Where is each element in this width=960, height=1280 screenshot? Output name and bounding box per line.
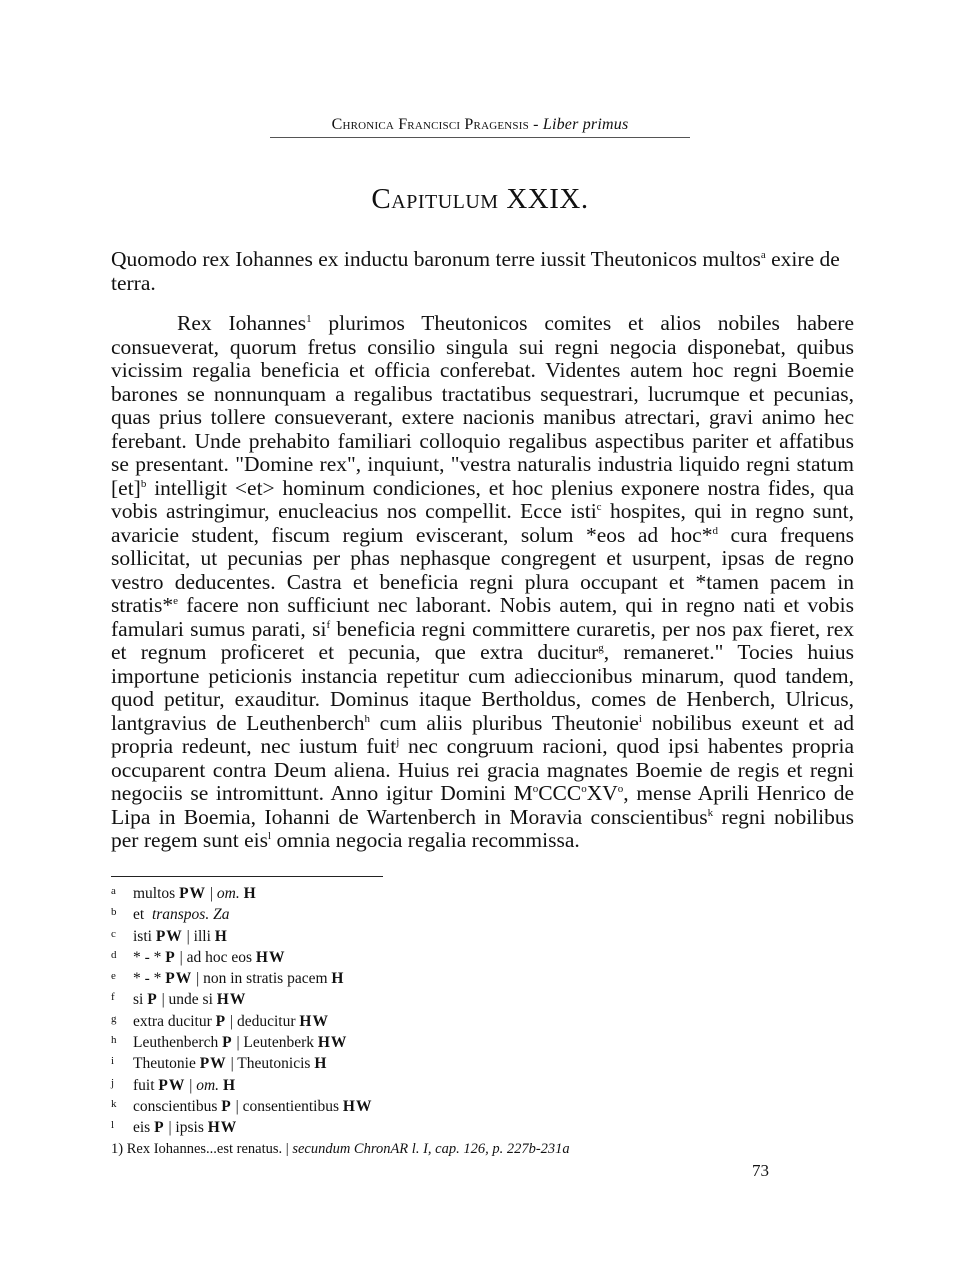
footnote-mark: l xyxy=(111,1119,115,1132)
footnote-item xyxy=(111,903,871,924)
note-marker: h xyxy=(364,712,370,725)
footnote-sigla: PW xyxy=(199,1055,227,1073)
body-text-segment: beneficia regni committere curaretis, per nos pax fieret, rex et regnum proficeret et pecunia, que extra ducitur xyxy=(111,616,854,664)
footnote-mark: c xyxy=(111,927,116,940)
running-head-separator: - xyxy=(528,116,543,133)
body-text-segment: plurimos Theutonicos comites et alios nobiles habere consueverat, quorum fretus consilio singula sui regni negocia disponebat, quibus vicissim regalia beneficia et officia conferebat. Videntes autem hoc regni Boemie barones se nonnunquam a regalibus tractatibus sequestrari, lucrumque et pecunias, quas prius tollere consueverant, extere nacionis manibus atrectari, gravi animo hec ferebant. Unde prehabito familiari colloquio regalibus aspectibus pariter et affatibus se presentant. "Domine rex", inquiunt, "vestra naturalis industria liquido regni statum [et] xyxy=(111,311,854,500)
footnote-variant: transpos. Za xyxy=(151,906,230,924)
footnote-reading: eis xyxy=(133,1119,151,1137)
body-text-segment: Rex Iohannes xyxy=(177,311,307,335)
footnote-reading: isti xyxy=(133,927,152,945)
footnote-sigla: PW xyxy=(165,970,193,988)
running-head-title: Chronica Francisci Pragensis xyxy=(331,116,529,133)
running-head-book: Liber primus xyxy=(542,116,629,133)
note-marker: 1 xyxy=(306,312,312,325)
footnote-sigla-alt: HW xyxy=(342,1097,373,1115)
note-marker: k xyxy=(707,806,714,819)
footnote-variant: unde si xyxy=(168,991,213,1009)
footnote-item xyxy=(111,967,871,988)
body-text-segment: nobilibus exeunt et ad propria redeunt, nec iustum fuit xyxy=(111,710,855,758)
footnote-reading: Leuthenberch xyxy=(133,1034,219,1052)
footnote-item xyxy=(111,1052,871,1073)
footnote-rule xyxy=(111,876,383,877)
footnote-sigla: P xyxy=(215,1012,227,1030)
footnote-variant: deducitur xyxy=(236,1012,296,1030)
body-text-segment: , mense Aprili Henrico de Lipa in Boemia, Iohanni de Wartenberch in Moravia conscientibus xyxy=(111,781,854,829)
footnote-separator: | xyxy=(226,1012,237,1030)
footnote-reading: et xyxy=(133,906,145,924)
footnote-mark: h xyxy=(111,1034,117,1047)
footnote-item xyxy=(111,946,871,967)
note-marker: d xyxy=(712,524,718,537)
note-marker: e xyxy=(173,594,178,607)
ordinal-marker: o xyxy=(617,782,624,795)
footnote-mark: g xyxy=(111,1012,117,1025)
footnote-sigla-alt: H xyxy=(314,1055,328,1073)
footnote-item xyxy=(111,988,871,1009)
chapter-heading: Capitulum XXIX. xyxy=(371,183,589,215)
footnote-sigla-alt: HW xyxy=(207,1119,238,1137)
footnote-variant: ad hoc eos xyxy=(186,948,253,966)
footnote-variant: consentientibus xyxy=(242,1097,340,1115)
footnote-variant: Theutonicis xyxy=(237,1055,311,1073)
body-text-segment: XV xyxy=(586,781,618,805)
footnote-sigla-alt: HW xyxy=(299,1012,329,1030)
chapter-title xyxy=(111,247,851,295)
apparatus-list xyxy=(111,882,871,1138)
footnote-sigla-alt: H xyxy=(331,970,345,988)
footnote-sigla: P xyxy=(165,948,176,966)
footnote-reading: extra ducitur xyxy=(133,1012,212,1030)
footnote-item xyxy=(111,1010,871,1031)
footnote-mark: i xyxy=(111,1055,115,1068)
footnote-reading: Theutonie xyxy=(133,1055,196,1073)
footnote-separator: | xyxy=(175,948,187,966)
footnote-item xyxy=(111,1116,871,1137)
footnote-sigla-alt: H xyxy=(243,885,257,902)
footnote-separator: | xyxy=(185,1076,197,1094)
page-number: 73 xyxy=(752,1161,769,1180)
note-marker: c xyxy=(596,500,602,513)
running-head xyxy=(270,116,690,134)
body-text-segment: cura frequens sollicitat, ut pecunias per phas nephasque congregent et usurpent, ipsas de regno vestro deducentes. Castra et beneficia regni plura occupant et *tamen pacem in stratis* xyxy=(111,522,854,617)
footnote-sigla: P xyxy=(221,1097,232,1115)
chapter-title-text: Quomodo rex Iohannes ex inductu baronum terre iussit Theutonicos multos xyxy=(111,247,761,271)
note-marker: a xyxy=(760,248,766,261)
note-marker: i xyxy=(638,712,642,725)
footnote-mark: k xyxy=(111,1097,117,1110)
footnote-mark: d xyxy=(111,948,117,961)
footnote-separator: | xyxy=(231,1097,243,1115)
footnote-separator: | xyxy=(226,1055,238,1073)
footnote-sigla: PW xyxy=(179,885,207,902)
footnote-reading: * - * xyxy=(133,970,162,988)
footnote-separator: | xyxy=(164,1119,176,1137)
footnote-separator: | xyxy=(206,885,217,902)
footnote-item xyxy=(111,1095,871,1116)
footnote-mark: j xyxy=(111,1076,115,1089)
footnote-sigla: PW xyxy=(158,1076,186,1094)
footnote-mark: e xyxy=(111,970,116,983)
footnote-reading: multos xyxy=(133,885,176,902)
footnote-sigla: P xyxy=(222,1034,233,1052)
footnotes xyxy=(111,882,871,1158)
note-marker: f xyxy=(326,618,331,631)
footnote-reading: conscientibus xyxy=(133,1097,218,1115)
body-text-segment: hospites, qui in regno sunt, avaricie student, fiscum regium eviscerant, solum *eos ad hoc* xyxy=(111,499,854,547)
footnote-sigla-alt: H xyxy=(222,1076,236,1094)
footnote-sigla-alt: HW xyxy=(255,948,286,966)
footnote-mark: b xyxy=(111,906,117,919)
footnote-variant: ipsis xyxy=(175,1119,204,1137)
footnote-reading: si xyxy=(133,991,144,1009)
body-text-segment: CCC xyxy=(538,781,582,805)
body-paragraph xyxy=(111,312,854,853)
footnote-separator: | xyxy=(182,927,194,945)
footnote-sigla-alt: H xyxy=(214,927,228,945)
body-text-segment: intelligit <et> hominum condiciones, et hoc plenius exponere nostra fides, qua vobis astringimur, enucleacius nos compellit. Ecce isti xyxy=(111,475,854,523)
note-marker: g xyxy=(598,641,604,654)
source-note xyxy=(111,1140,871,1158)
footnote-variant: illi xyxy=(193,927,211,945)
chapter-title-text-end: exire de terra. xyxy=(111,247,840,295)
footnote-separator: | xyxy=(232,1034,244,1052)
footnote-reading: fuit xyxy=(133,1076,155,1094)
source-note-number: 1) xyxy=(111,1140,124,1157)
footnote-sigla-alt: HW xyxy=(317,1034,348,1052)
footnote-reading: * - * xyxy=(133,948,162,966)
footnote-item xyxy=(111,925,871,946)
note-marker: l xyxy=(268,829,272,842)
ordinal-marker: o xyxy=(532,782,539,795)
footnote-sigla: P xyxy=(154,1119,165,1137)
footnote-mark: f xyxy=(111,991,115,1004)
footnote-separator: | xyxy=(157,991,169,1009)
body-text-segment: regni nobilibus per regem sunt eis xyxy=(111,804,854,852)
note-marker: b xyxy=(140,477,147,490)
footnote-variant: non in stratis pacem xyxy=(203,970,328,988)
footnote-mark: a xyxy=(111,885,116,897)
footnote-item xyxy=(111,1074,871,1095)
body-text-segment: nec congruum racioni, quod ipsi habentes propria occuparent contra Deum aliena. Huius rei gracia magnates Boemie de regis et regni negociis se intromittunt. Anno igitur Domini M xyxy=(111,734,854,805)
footnote-item xyxy=(111,882,871,903)
footnote-sigla-alt: HW xyxy=(216,991,247,1009)
body-text-segment: omnia negocia regalia recommissa. xyxy=(271,828,580,852)
footnote-sigla: P xyxy=(147,991,158,1009)
note-marker: j xyxy=(396,735,400,748)
source-note-separator: | xyxy=(282,1140,293,1157)
footnote-variant: Leutenberk xyxy=(243,1034,314,1052)
footnote-separator: | xyxy=(192,970,204,988)
ordinal-marker: o xyxy=(581,782,587,795)
body-text-segment: , remaneret." Tocies huius importune peticionis instancia repetitur cum adieccionibus minarum, quod tandem, quod petitur, exauditur. Dominus itaque Bertholdus, comes de Henberch, Ulricus, lantgravius de Leuthenberch xyxy=(111,640,854,735)
footnote-variant: om. xyxy=(196,1076,220,1094)
source-note-text: Rex Iohannes...est renatus. xyxy=(126,1140,283,1157)
footnote-sigla: PW xyxy=(155,927,183,945)
footnote-item xyxy=(111,1031,871,1052)
source-note-reference: secundum ChronAR l. I, cap. 126, p. 227b-231a xyxy=(292,1140,570,1157)
footnote-variant: om. xyxy=(216,885,240,902)
body-text-segment: cum aliis pluribus Theutonie xyxy=(369,710,639,735)
body-text-segment: facere non sufficiunt nec laborant. Nobis autem, qui in regno nati et vobis famulari sumus parati, si xyxy=(111,593,854,641)
running-head-rule xyxy=(270,137,690,138)
